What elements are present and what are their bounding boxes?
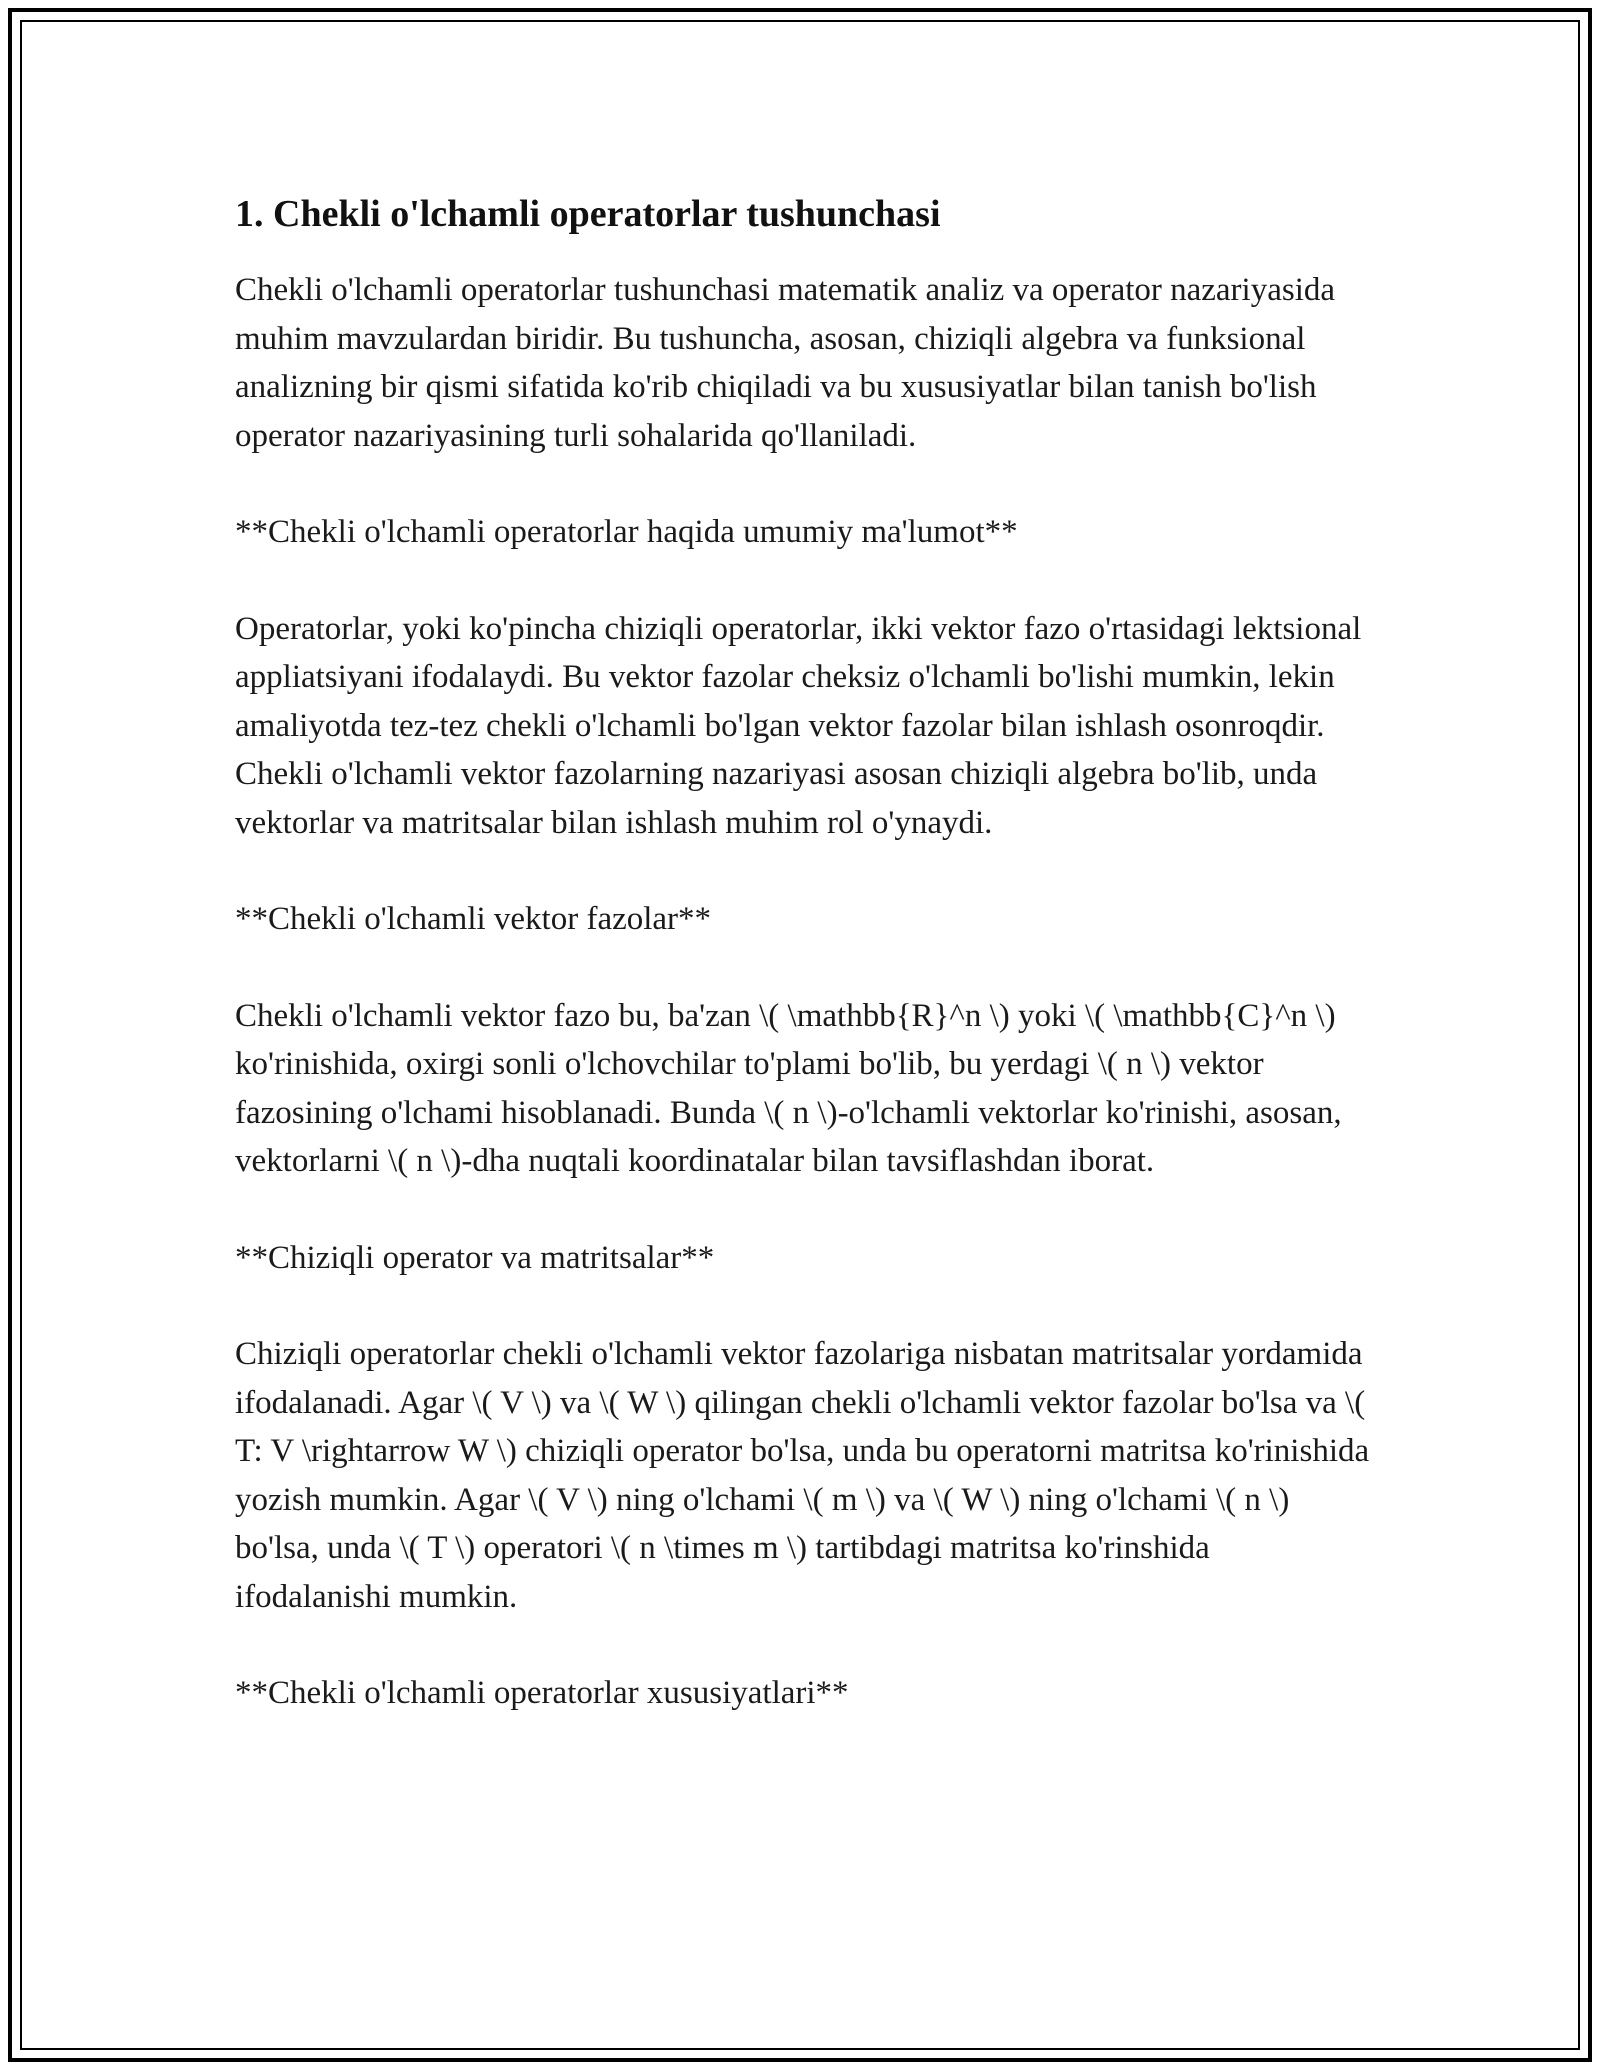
linear-operator-paragraph: Chiziqli operatorlar chekli o'lchamli vektor fazolariga nisbatan matritsalar yordamida ifodalanadi. Agar \( V \) va \( W \) qilingan chekli o'lchamli vektor fazolar bo'lsa va \( T: V \rightarrow W \) chiziqli operator bo'lsa, unda bu operatorni matritsa ko'rinishida yozish mumkin. Agar \( V \) ning o'lchami \( m \) va \( W \) ning o'lchami \( n \) bo'lsa, unda \( T \) operatori \( n \times m \) tartibdagi matritsa ko'rinshida ifodalanishi mumkin. [235,1336,1370,1615]
intro-paragraph: Chekli o'lchamli operatorlar tushunchasi matematik analiz va operator nazariyasida muhim mavzulardan biridir. Bu tushuncha, asosan, chiziqli algebra va funksional analizning bir qismi sifatida ko'rib chiqiladi va bu xususiyatlar bilan tanish bo'lish operator nazariyasining turli sohalarida qo'llaniladi. [235,272,1336,454]
subheading-general-info: **Chekli o'lchamli operatorlar haqida umumiy ma'lumot** [235,514,1018,550]
document-body [235,188,1370,1766]
subheading-operator-properties: **Chekli o'lchamli operatorlar xususiyatlari** [235,1675,849,1711]
subheading-linear-operator-matrices: **Chiziqli operator va matritsalar** [235,1239,715,1276]
vector-spaces-paragraph: Chekli o'lchamli vektor fazo bu, ba'zan \( \mathbb{R}^n \) yoki \( \mathbb{C}^n \) ko'rinishida, oxirgi sonli o'lchovchilar to'plami bo'lib, bu yerdagi \( n \) vektor fazosining o'lchami hisoblanadi. Bunda \( n \)-o'lchamli vektorlar ko'rinishi, asosan, vektorlarni \( n \)-dha nuqtali koordinatalar bilan tavsiflashdan iborat. [235,997,1342,1179]
subheading-vector-spaces: **Chekli o'lchamli vektor fazolar** [235,901,712,937]
section-title: 1. Chekli o'lchamli operatorlar tushunchasi [235,193,941,235]
operators-paragraph: Operatorlar, yoki ko'pincha chiziqli operatorlar, ikki vektor fazo o'rtasidagi lektsional appliatsiyani ifodalaydi. Bu vektor fazolar cheksiz o'lchamli bo'lishi mumkin, lekin amaliyotda tez-tez chekli o'lchamli bo'lgan vektor fazolar bilan ishlash osonroqdir. Chekli o'lchamli vektor fazolarning nazariyasi asosan chiziqli algebra bo'lib, unda vektorlar va matritsalar bilan ishlash muhim rol o'ynaydi. [235,610,1362,841]
